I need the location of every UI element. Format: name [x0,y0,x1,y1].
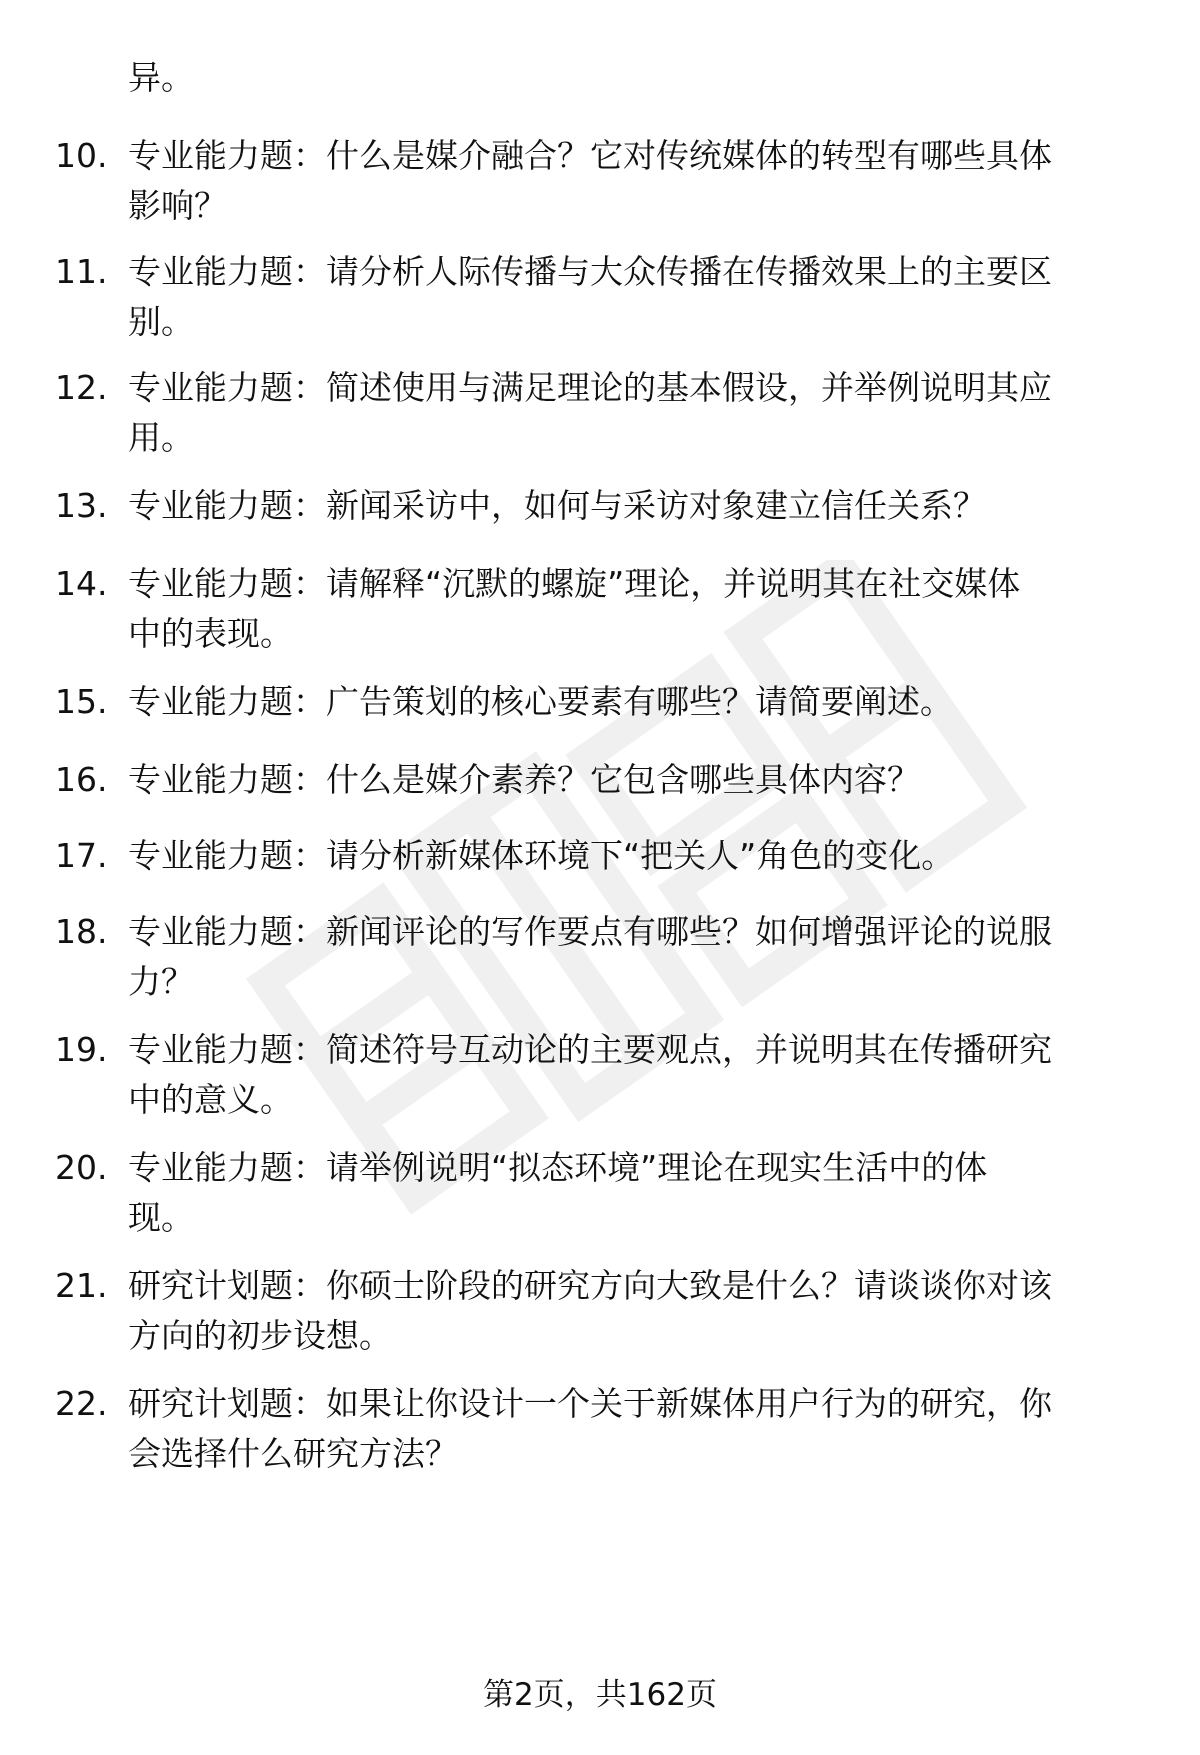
question-text-line: 研究计划题：如果让你设计一个关于新媒体用户行为的研究，你 [128,1384,1052,1423]
question-text-line: 专业能力题：请举例说明“拟态环境”理论在现实生活中的体 [128,1148,988,1187]
question-number: 15. [55,682,108,721]
question-text-line: 用。 [128,418,194,457]
question-text-line: 专业能力题：新闻评论的写作要点有哪些？如何增强评论的说服 [128,912,1052,951]
question-number: 22. [55,1384,108,1423]
question-text-line: 专业能力题：什么是媒介素养？它包含哪些具体内容？ [128,760,920,799]
question-text-line: 专业能力题：请分析新媒体环境下“把关人”角色的变化。 [128,836,955,875]
question-text-line: 专业能力题：广告策划的核心要素有哪些？请简要阐述。 [128,682,953,721]
question-text-line: 力？ [128,962,194,1001]
question-text-line: 会选择什么研究方法？ [128,1434,458,1473]
question-text-line: 方向的初步设想。 [128,1316,392,1355]
question-text-line: 专业能力题：简述符号互动论的主要观点，并说明其在传播研究 [128,1030,1052,1069]
question-text-line: 研究计划题：你硕士阶段的研究方向大致是什么？请谈谈你对该 [128,1266,1052,1305]
question-text-line: 专业能力题：新闻采访中，如何与采访对象建立信任关系？ [128,486,986,525]
question-number: 18. [55,912,108,951]
question-text-line: 专业能力题：请解释“沉默的螺旋”理论，并说明其在社交媒体 [128,564,1021,603]
page-footer: 第2页，共162页 [483,1677,717,1713]
continuation-text: 异。 [128,58,194,97]
question-text-line: 专业能力题：请分析人际传播与大众传播在传播效果上的主要区 [128,252,1052,291]
question-number: 10. [55,136,108,175]
question-text-line: 影响？ [128,186,227,225]
question-number: 13. [55,486,108,525]
question-number: 12. [55,368,108,407]
question-text-line: 现。 [128,1198,194,1237]
question-number: 21. [55,1266,108,1305]
question-text-line: 专业能力题：什么是媒介融合？它对传统媒体的转型有哪些具体 [128,136,1052,175]
question-number: 17. [55,836,108,875]
question-text-line: 中的表现。 [128,614,293,653]
question-text-line: 中的意义。 [128,1080,293,1119]
question-number: 19. [55,1030,108,1069]
question-text-line: 别。 [128,302,194,341]
question-number: 16. [55,760,108,799]
question-text-line: 专业能力题：简述使用与满足理论的基本假设，并举例说明其应 [128,368,1052,407]
question-number: 20. [55,1148,108,1187]
question-number: 11. [55,252,108,291]
question-number: 14. [55,564,108,603]
